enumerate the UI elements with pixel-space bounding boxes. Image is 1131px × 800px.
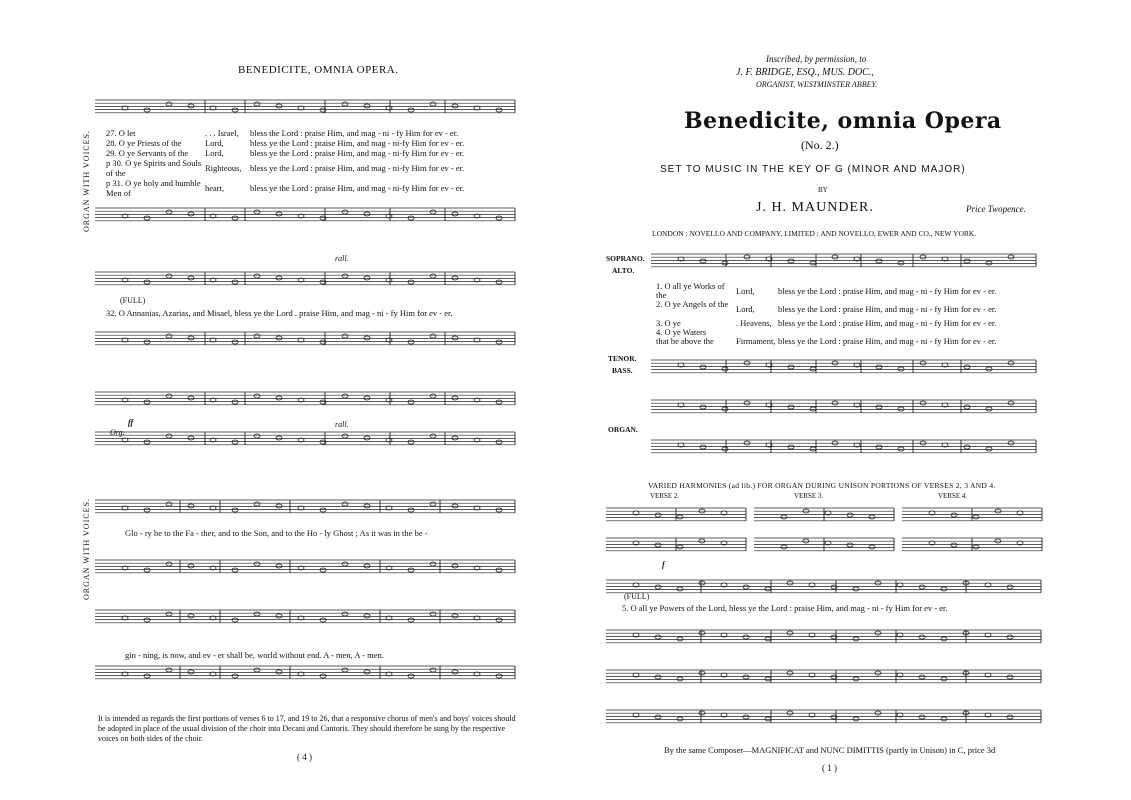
price: Price Twopence.: [966, 204, 1026, 214]
verse-label-3: VERSE 3.: [794, 492, 824, 500]
note-head: [232, 440, 238, 444]
verse-num: p 30. O ye Spirits and Souls of the: [106, 158, 202, 178]
note-head: [232, 340, 238, 344]
note-head: [276, 336, 282, 340]
note-head: [254, 668, 260, 672]
note-head: [232, 216, 238, 220]
note-head: [320, 674, 326, 678]
note-head: [144, 340, 150, 344]
note-head: [722, 367, 728, 371]
organ-label: Org.: [110, 428, 125, 437]
note-head: [188, 104, 194, 108]
note-head: [254, 502, 260, 506]
note-head: [700, 259, 706, 263]
note-head: [496, 400, 502, 404]
verse-subject: Lord,: [205, 138, 224, 148]
verses-block-1-text: [250, 128, 464, 198]
note-head: [276, 670, 282, 674]
part-tenor: TENOR.: [608, 354, 637, 363]
note-head: [941, 677, 947, 681]
note-head: [254, 274, 260, 278]
verse-32: 32. O Annanias, Azarias, and Misael, bless ye the Lord . praise Him, and mag - ni - fy Him for ev - er.: [106, 308, 453, 318]
part-alto: ALTO.: [612, 266, 635, 275]
note-head: [869, 545, 875, 549]
note-head: [188, 436, 194, 440]
note-head: [765, 587, 771, 591]
note-head: [765, 677, 771, 681]
note-head: [144, 280, 150, 284]
note-head: [722, 261, 728, 265]
note-head: [788, 445, 794, 449]
note-head: [876, 445, 882, 449]
note-head: [876, 259, 882, 263]
note-head: [166, 434, 172, 438]
left-page: [0, 0, 565, 800]
note-head: [986, 367, 992, 371]
score-system-r2: [606, 570, 1046, 730]
note-head: [254, 394, 260, 398]
note-head: [166, 102, 172, 106]
note-head: [188, 670, 194, 674]
note-head: [320, 508, 326, 512]
verses-block-1: [106, 128, 202, 198]
note-head: [452, 504, 458, 508]
right-verses-text: [778, 282, 996, 355]
note-head: [342, 274, 348, 278]
note-head: [276, 436, 282, 440]
note-head: [743, 675, 749, 679]
title-number: (No. 2.): [801, 138, 839, 152]
verse-5: 5. O all ye Powers of the Lord, bless ye the Lord : praise Him, and mag - ni - fy Him for ev - er.: [622, 603, 948, 613]
score-system-2: [90, 262, 520, 462]
note-head: [276, 276, 282, 280]
note-head: [342, 394, 348, 398]
verse-label-2: VERSE 2.: [650, 492, 680, 500]
verse-subject: Lord,: [736, 286, 755, 296]
running-head: BENEDICITE, OMNIA OPERA.: [238, 64, 399, 76]
note-head: [144, 508, 150, 512]
note-head: [232, 400, 238, 404]
verse-num: p 31. O ye holy and humble Men of: [106, 178, 201, 198]
part-organ: ORGAN.: [608, 425, 638, 434]
note-head: [188, 504, 194, 508]
note-head: [342, 210, 348, 214]
note-head: [364, 396, 370, 400]
composer: J. H. MAUNDER.: [756, 200, 874, 215]
note-head: [452, 436, 458, 440]
gloria-line-2: gin - ning, is now, and ev - er shall be, world without end. A - men, A - men.: [125, 650, 384, 660]
verse-text: bless ye the Lord : praise Him, and mag - ni-fy Him for ev - er.: [250, 138, 465, 148]
note-head: [342, 612, 348, 616]
note-head: [364, 212, 370, 216]
note-head: [853, 677, 859, 681]
inscription-line-1: Inscribed, by permission, to: [766, 54, 867, 64]
note-head: [144, 674, 150, 678]
note-head: [342, 102, 348, 106]
verse-subject: heart,: [205, 183, 225, 193]
verse-num: 2. O ye Angels of the: [656, 299, 729, 309]
note-head: [342, 562, 348, 566]
note-head: [276, 104, 282, 108]
note-head: [276, 396, 282, 400]
verse-text: bless ye the Lord : praise Him, and mag - ni - fy Him for ev - er.: [778, 286, 997, 296]
note-head: [810, 367, 816, 371]
verse-text: bless ye the Lord : praise Him, and mag - ni - fy Him for ev - er.: [778, 336, 997, 346]
note-head: [342, 334, 348, 338]
note-head: [810, 407, 816, 411]
note-head: [700, 405, 706, 409]
note-head: [496, 674, 502, 678]
note-head: [166, 274, 172, 278]
note-head: [496, 618, 502, 622]
note-head: [677, 515, 683, 519]
note-head: [364, 276, 370, 280]
main-title: Benedicite, omnia Opera: [684, 108, 1002, 134]
footer-note: By the same Composer—MAGNIFICAT and NUNC DIMITTIS (partly in Unison) in C, price 3d: [664, 745, 996, 755]
note-head: [364, 614, 370, 618]
note-head: [144, 400, 150, 404]
verse-subject: Lord,: [736, 304, 755, 314]
note-head: [408, 508, 414, 512]
note-head: [408, 108, 414, 112]
note-head: [342, 668, 348, 672]
note-head: [276, 614, 282, 618]
note-head: [254, 102, 260, 106]
note-head: [452, 104, 458, 108]
note-head: [919, 585, 925, 589]
note-head: [743, 635, 749, 639]
note-head: [919, 715, 925, 719]
note-head: [342, 502, 348, 506]
footnote: It is intended as regards the first portions of verses 6 to 17, and 19 to 26, that a responsive chorus of men's and boys' voices should be adopted in place of the usual division of the choir into Decani and Cantoris. They should therefore be sung by the respective voices on both sides of the choir.: [98, 714, 516, 743]
note-head: [408, 674, 414, 678]
note-head: [722, 407, 728, 411]
note-head: [430, 210, 436, 214]
verse-subject: Firmament,: [736, 336, 776, 346]
note-head: [254, 434, 260, 438]
note-head: [655, 635, 661, 639]
note-head: [853, 587, 859, 591]
varied-harmonies-heading: VARIED HARMONIES (ad lib.) FOR ORGAN DURING UNISON PORTIONS OF VERSES 2, 3 AND 4.: [648, 481, 996, 490]
note-head: [788, 405, 794, 409]
note-head: [876, 405, 882, 409]
note-head: [452, 212, 458, 216]
note-head: [166, 334, 172, 338]
note-head: [951, 543, 957, 547]
note-head: [1007, 635, 1013, 639]
note-head: [232, 674, 238, 678]
note-head: [853, 637, 859, 641]
score-varied-harmonies: [606, 500, 1046, 552]
dynamic-f: f: [662, 560, 665, 569]
note-head: [452, 614, 458, 618]
rall-marking: rall.: [335, 420, 349, 429]
note-head: [408, 280, 414, 284]
verse-subject: Righteous,: [205, 163, 242, 173]
note-head: [869, 515, 875, 519]
note-head: [898, 261, 904, 265]
note-head: [496, 508, 502, 512]
note-head: [320, 618, 326, 622]
note-head: [700, 365, 706, 369]
note-head: [188, 614, 194, 618]
verse-num: 1. O all ye Works of the: [656, 281, 725, 300]
verse-num: 28. O ye Priests of the: [106, 138, 182, 148]
rall-marking: rall.: [335, 254, 349, 263]
note-head: [430, 562, 436, 566]
note-head: [743, 715, 749, 719]
note-head: [496, 216, 502, 220]
verse-subject: Lord,: [205, 148, 224, 158]
note-head: [986, 447, 992, 451]
note-head: [430, 102, 436, 106]
note-head: [144, 568, 150, 572]
note-head: [1007, 715, 1013, 719]
note-head: [810, 447, 816, 451]
note-head: [452, 336, 458, 340]
side-label-organ-bottom: ORGAN WITH VOICES.: [82, 498, 91, 600]
side-label-organ-top: ORGAN WITH VOICES.: [82, 130, 91, 232]
note-head: [496, 108, 502, 112]
note-head: [144, 108, 150, 112]
note-head: [254, 334, 260, 338]
inscription-line-2: J. F. BRIDGE, ESQ., MUS. DOC.,: [736, 67, 874, 78]
note-head: [496, 280, 502, 284]
verse-text: bless ye the Lord : praise Him, and mag - ni-fy Him for ev - er.: [250, 148, 465, 158]
note-head: [781, 545, 787, 549]
note-head: [254, 210, 260, 214]
note-head: [788, 259, 794, 263]
note-head: [1007, 675, 1013, 679]
verse-num: 27. O let: [106, 128, 136, 138]
right-page: [566, 0, 1131, 800]
verse-num: 29. O ye Servants of the: [106, 148, 189, 158]
page-number: ( 4 ): [297, 752, 312, 762]
note-head: [655, 715, 661, 719]
note-head: [276, 564, 282, 568]
note-head: [941, 637, 947, 641]
note-head: [430, 668, 436, 672]
note-head: [496, 568, 502, 572]
note-head: [188, 396, 194, 400]
part-bass: BASS.: [612, 366, 633, 375]
note-head: [232, 108, 238, 112]
note-head: [986, 407, 992, 411]
note-head: [188, 276, 194, 280]
note-head: [964, 365, 970, 369]
right-verses-nums: [656, 282, 730, 355]
note-head: [655, 585, 661, 589]
note-head: [342, 434, 348, 438]
note-head: [430, 434, 436, 438]
verse-text: bless ye the Lord : praise Him, and mag - ni - fy Him for ev - er.: [778, 304, 997, 314]
note-head: [496, 340, 502, 344]
note-head: [496, 440, 502, 444]
note-head: [166, 502, 172, 506]
note-head: [810, 261, 816, 265]
note-head: [166, 612, 172, 616]
note-head: [254, 562, 260, 566]
note-head: [452, 396, 458, 400]
note-head: [964, 405, 970, 409]
verse-subject: . Heavens,: [736, 318, 772, 328]
note-head: [986, 261, 992, 265]
note-head: [898, 367, 904, 371]
verse-label-4: VERSE 4.: [938, 492, 968, 500]
note-head: [677, 717, 683, 721]
note-head: [408, 340, 414, 344]
verse-text: bless ye the Lord : praise Him, and mag - ni-fy Him for ev - er.: [250, 163, 465, 173]
note-head: [677, 677, 683, 681]
note-head: [788, 365, 794, 369]
note-head: [232, 508, 238, 512]
note-head: [232, 618, 238, 622]
verse-subject: . . . Israel,: [205, 128, 239, 138]
note-head: [232, 280, 238, 284]
note-head: [452, 276, 458, 280]
note-head: [1007, 585, 1013, 589]
note-head: [941, 587, 947, 591]
note-head: [408, 400, 414, 404]
part-soprano: SOPRANO.: [606, 254, 645, 263]
right-verses-subjects: [736, 282, 775, 355]
note-head: [847, 543, 853, 547]
note-head: [973, 545, 979, 549]
verse-text: bless the Lord : praise Him, and mag - ni - fy Him for ev - er.: [250, 128, 459, 138]
note-head: [166, 394, 172, 398]
note-head: [700, 445, 706, 449]
note-head: [364, 336, 370, 340]
note-head: [898, 407, 904, 411]
verse-num: 4. O ye Waters that be above the: [656, 327, 714, 346]
note-head: [722, 447, 728, 451]
note-head: [452, 670, 458, 674]
note-head: [973, 515, 979, 519]
note-head: [188, 336, 194, 340]
note-head: [408, 568, 414, 572]
note-head: [919, 635, 925, 639]
note-head: [430, 612, 436, 616]
note-head: [655, 513, 661, 517]
inscription-line-3: ORGANIST, WESTMINSTER ABBEY.: [756, 80, 878, 89]
note-head: [876, 365, 882, 369]
verse-text: bless ye the Lord : praise Him, and mag - ni - fy Him for ev - er.: [778, 318, 997, 328]
gloria-line-1: Glo - ry be to the Fa - ther, and to the Son, and to the Ho - ly Ghost ; As it was in the be -: [125, 528, 428, 538]
note-head: [430, 502, 436, 506]
dynamic-ff: ff: [128, 418, 134, 427]
note-head: [364, 436, 370, 440]
full-label: (FULL): [120, 296, 146, 305]
note-head: [364, 104, 370, 108]
by-label: BY: [818, 186, 828, 194]
note-head: [364, 504, 370, 508]
note-head: [452, 564, 458, 568]
verses-block-1-subjects: [205, 128, 242, 198]
verse-num: 3. O ye: [656, 318, 681, 328]
note-head: [188, 564, 194, 568]
note-head: [898, 447, 904, 451]
note-head: [743, 585, 749, 589]
note-head: [951, 513, 957, 517]
note-head: [364, 564, 370, 568]
note-head: [677, 587, 683, 591]
note-head: [166, 210, 172, 214]
note-head: [276, 504, 282, 508]
note-head: [941, 717, 947, 721]
note-head: [144, 618, 150, 622]
note-head: [408, 618, 414, 622]
note-head: [254, 612, 260, 616]
note-head: [853, 717, 859, 721]
note-head: [364, 670, 370, 674]
note-head: [408, 440, 414, 444]
note-head: [430, 394, 436, 398]
note-head: [320, 568, 326, 572]
note-head: [919, 675, 925, 679]
note-head: [430, 334, 436, 338]
note-head: [765, 637, 771, 641]
note-head: [144, 440, 150, 444]
note-head: [847, 513, 853, 517]
note-head: [781, 515, 787, 519]
note-head: [677, 545, 683, 549]
publisher: LONDON : NOVELLO AND COMPANY, LIMITED ; AND NOVELLO, EWER AND CO., NEW YORK.: [652, 229, 977, 238]
note-head: [964, 445, 970, 449]
full-label: (FULL): [624, 592, 650, 601]
subtitle: SET TO MUSIC IN THE KEY OF G (MINOR AND MAJOR): [660, 164, 966, 175]
note-head: [144, 216, 150, 220]
note-head: [677, 637, 683, 641]
note-head: [655, 543, 661, 547]
note-head: [276, 212, 282, 216]
page-number: ( 1 ): [822, 763, 837, 773]
note-head: [655, 675, 661, 679]
note-head: [166, 668, 172, 672]
note-head: [166, 562, 172, 566]
note-head: [408, 216, 414, 220]
note-head: [232, 568, 238, 572]
note-head: [765, 717, 771, 721]
verse-text: bless ye the Lord : praise Him, and mag - ni-fy Him for ev - er.: [250, 183, 465, 193]
note-head: [964, 259, 970, 263]
note-head: [188, 212, 194, 216]
note-head: [430, 274, 436, 278]
